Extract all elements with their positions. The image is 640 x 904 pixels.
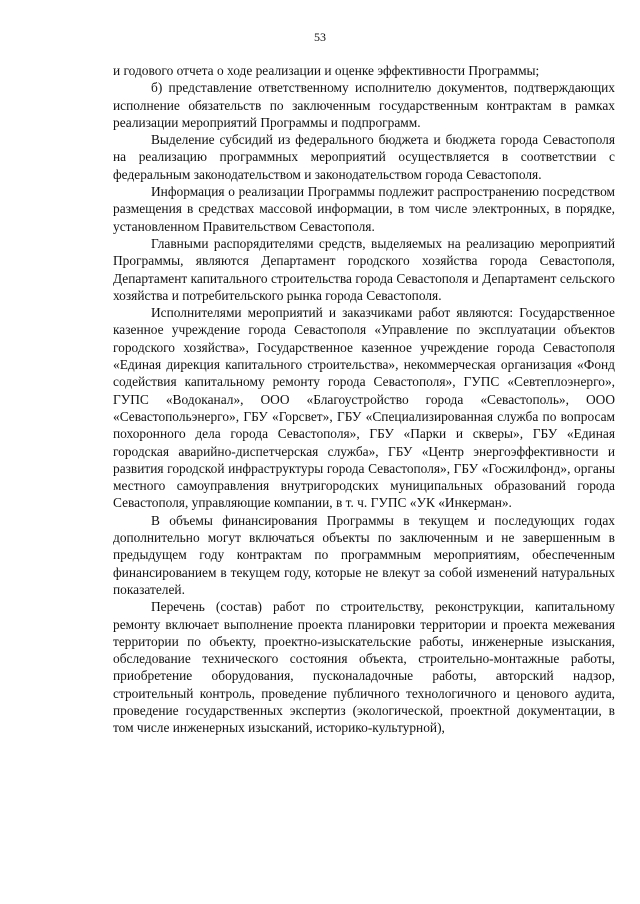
paragraph-works-list: Перечень (состав) работ по строительству, реконструкции, капитальному ремонту включает выполнение проекта планировки территории и проекта межевания территории по объекту, проектно-изыскательские работы, инженерные изыскания, обследование технического состояния объекта, строительно-монтажные работы, приобретение оборудования, пусконаладочные работы, авторский надзор, строительный контроль, проведение публичного технологичного и ценового аудита, проведение государственных экспертиз (экологической, проектной документации, в том числе инженерных изысканий, историко-культурной), (113, 599, 615, 736)
paragraph-executors: Исполнителями мероприятий и заказчиками работ являются: Государственное казенное учреждение города Севастополя «Управление по эксплуатации объектов городского хозяйства», Государственное казенное учреждение города Севастополя «Единая дирекция капитального строительства», некоммерческая организация «Фонд содействия капитальному ремонту города Севастополя», ГУПС «Севтеплоэнерго», ГУПС «Водоканал», ООО «Благоустройство города «Севастополь», ООО «Севастопольэнерго», ГБУ «Горсвет», ГБУ «Специализированная служба по вопросам похоронного дела города Севастополя», ГБУ «Парки и скверы», ГБУ «Единая городская аварийно-диспетчерская служба», ГБУ «Центр энергоэффективности и развития городской инфраструктуры города Севастополя», ГБУ «Госжилфонд», органы местного самоуправления внутригородских муниципальных образований города Севастополя, управляющие компании, в т. ч. ГУПС «УК «Инкерман». (113, 305, 615, 511)
document-body (113, 62, 615, 737)
paragraph-financing-volumes: В объемы финансирования Программы в текущем и последующих годах дополнительно могут включаться объекты по заключенным и не завершенным в предыдущем году контрактам по программным мероприятиям, обеспеченным финансированием в текущем году, которые не влекут за собой изменений натуральных показателей. (113, 512, 615, 597)
paragraph-information: Информация о реализации Программы подлежит распространению посредством размещения в средствах массовой информации, в том числе электронных, в порядке, установленном Правительством Севастополя. (113, 184, 615, 234)
page-number: 53 (314, 30, 326, 44)
paragraph-continuation: и годового отчета о ходе реализации и оценке эффективности Программы; (113, 63, 540, 78)
paragraph-item-b: б) представление ответственному исполнителю документов, подтверждающих исполнение обязательств по заключенным государственным контрактам в рамках реализации мероприятий Программы и подпрограмм. (113, 80, 615, 130)
paragraph-main-managers: Главными распорядителями средств, выделяемых на реализацию мероприятий Программы, являются Департамент городского хозяйства города Севастополя, Департамент капитального строительства города Севастополя и Департамент сельского хозяйства и потребительского рынка города Севастополя. (113, 235, 615, 303)
paragraph-subsidies: Выделение субсидий из федерального бюджета и бюджета города Севастополя на реализацию программных мероприятий осуществляется в соответствии с федеральным законодательством и законодательством города Севастополя. (113, 132, 615, 182)
